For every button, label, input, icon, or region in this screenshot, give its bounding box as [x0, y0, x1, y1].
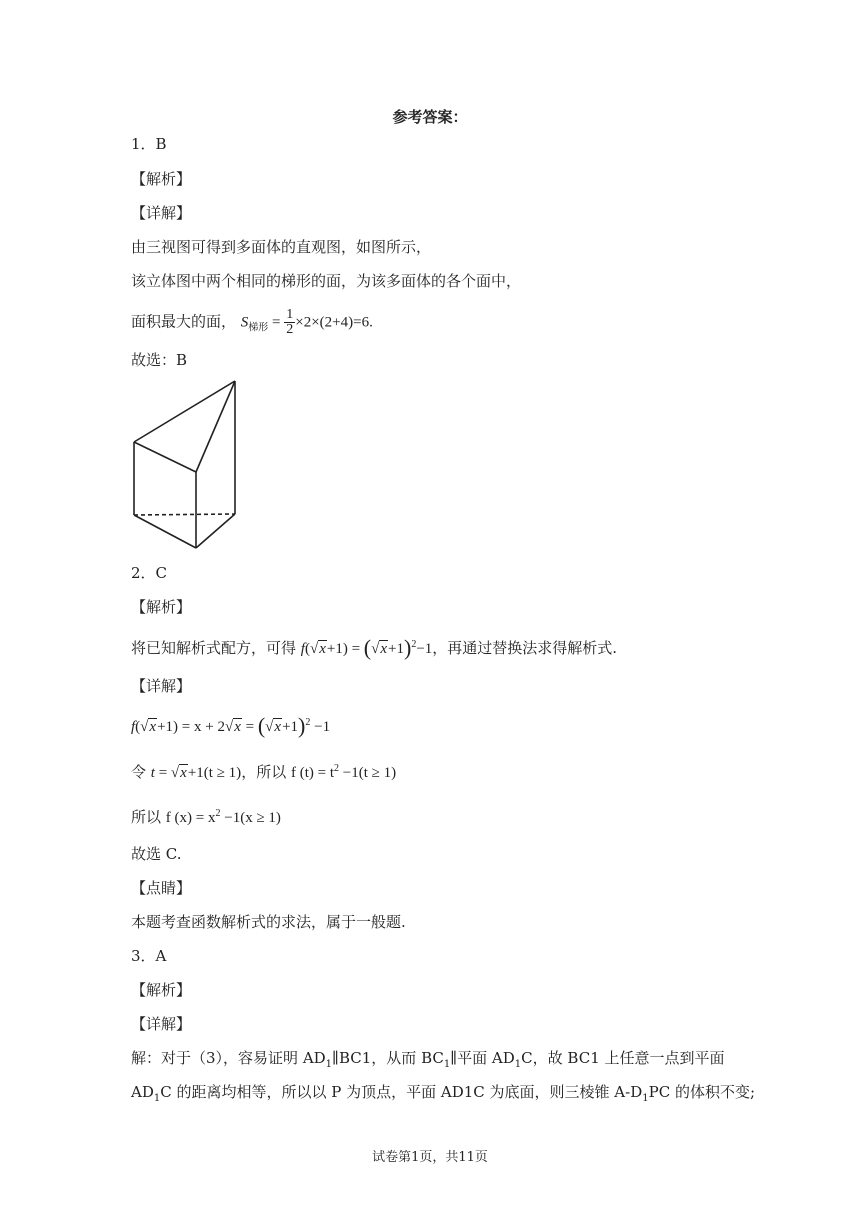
q2-d1-f: f [131, 719, 136, 735]
q2-d3-exp: 2 [215, 808, 221, 819]
q1-formula-s: S [240, 314, 249, 331]
edge-hidden-dashed [134, 514, 235, 515]
q1-fraction-num: 1 [286, 307, 294, 322]
q2-d2-mid: ，所以 [241, 763, 291, 781]
q2-analysis-suffix: ，再通过替换法求得解析式. [432, 639, 618, 657]
q2-d1-sqrt-x-2: x [234, 719, 241, 735]
q1-xiangjie-heading: 【详解】 [131, 204, 192, 222]
page-footer: 试卷第1页，共11页 [372, 1150, 488, 1165]
q3-s1d: C，故 BC1 上任意一点到平面 [521, 1049, 725, 1067]
q2-d2-exp: 2 [334, 763, 339, 774]
q1-line-1: 由三视图可得到多面体的直观图，如图所示， [131, 238, 432, 256]
q1-fraction [284, 308, 295, 337]
edge-bottom-left [134, 515, 196, 548]
q2-dianjing-heading: 【点睛】 [131, 879, 192, 897]
q3-s1-sub-b: 1 [443, 1059, 451, 1070]
q1-formula-rest: ×2×(2+4)=6. [295, 314, 373, 331]
q2-xiangjie-heading: 【详解】 [131, 677, 192, 695]
q1-choice: 故选：B [131, 351, 188, 369]
q2-d2-sqrt-x: x [180, 765, 187, 781]
q1-formula-eq: = [268, 314, 285, 331]
q2-analysis-close: +1) = [326, 641, 364, 657]
q2-d1-rhs: −1 [310, 719, 331, 735]
q3-s1c: ∥平面 AD [450, 1049, 515, 1067]
edge-slant [196, 381, 235, 472]
q2-d2-ft: f (t) = t [290, 765, 334, 781]
q2-d1-mid: +1) = x + 2 [157, 719, 225, 735]
q3-answer: 3．A [131, 947, 167, 965]
q1-formula-sub: 梯形 [248, 322, 269, 334]
q2-analysis-sqrt-x: x [319, 641, 326, 657]
q1-answer: 1．B [131, 135, 167, 153]
q3-s1-sub-c: 1 [514, 1059, 522, 1070]
q1-line-2: 该立体图中两个相同的梯形的面，为该多面体的各个面中， [131, 272, 522, 290]
q1-line-3-prefix: 面积最大的面， [131, 312, 237, 331]
q2-d2-eq: = [154, 765, 171, 781]
q3-s2a: AD [131, 1083, 154, 1101]
q2-choice: 故选 C. [131, 845, 182, 863]
page-title: 参考答案： [392, 108, 468, 126]
q2-d2-ft-rest: −1(t ≥ 1) [339, 765, 397, 781]
q3-s2-sub-b: 1 [642, 1093, 649, 1104]
q2-d1-sqrt-x-3: x [274, 719, 282, 735]
q2-analysis-open: ( [304, 641, 310, 657]
q2-analysis-f: f [300, 641, 305, 657]
q2-detail-line-3 [131, 804, 281, 828]
q2-comment: 本题考查函数解析式的求法，属于一般题. [131, 913, 406, 931]
q2-d1-exp: 2 [305, 717, 311, 728]
q2-analysis-rhs: −1 [416, 641, 433, 657]
polyhedron-figure [128, 376, 240, 554]
q3-xiangjie-heading: 【详解】 [131, 1015, 192, 1033]
q2-d3-prefix: 所以 [131, 808, 166, 826]
edge-top-left [134, 381, 235, 442]
q3-s2c: PC 的体积不变; [648, 1083, 756, 1101]
q2-jiexi-heading: 【解析】 [131, 598, 192, 616]
q3-s1a: 解：对于（3），容易证明 AD [131, 1049, 326, 1067]
edge-top-front [134, 442, 196, 472]
q2-analysis-prefix: 将已知解析式配方，可得 [131, 639, 301, 657]
q2-detail-line-1: $f(√x+1) = x + 2√x = (√x+1)^2 -1$ [131, 713, 331, 738]
q2-answer: 2．C [131, 564, 168, 582]
q3-s2b: C 的距离均相等，所以以 P 为顶点，平面 AD1C 为底面，则三棱锥 A-D [160, 1083, 643, 1101]
q2-d1-sqrt-x: x [149, 719, 157, 735]
q3-s1b: ∥BC1，从而 BC [332, 1049, 444, 1067]
q2-d2-rest: +1(t ≥ 1) [187, 765, 242, 781]
q2-analysis-exp: 2 [411, 639, 417, 650]
edge-bottom-right [196, 514, 235, 548]
q3-solution-line-2 [131, 1082, 755, 1109]
q2-analysis-sqrt-x-2: x [380, 641, 388, 657]
q2-detail-line-2: 令 t = √x+1(t ≥ 1)，所以 f $(t) = t^2 -1(t \ge 1)$ [131, 763, 397, 781]
q3-s1-sub-a: 1 [325, 1059, 333, 1070]
q1-fraction-den: 2 [286, 322, 294, 337]
q1-line-3 [131, 308, 373, 339]
q3-s2-sub-a: 1 [153, 1093, 161, 1104]
q2-d2-t: t [150, 765, 155, 781]
q2-d3-f: f (x) = x [165, 810, 216, 826]
q2-d3-rest: −1(x ≥ 1) [220, 810, 281, 826]
q1-jiexi-heading: 【解析】 [131, 170, 192, 188]
q2-d2-prefix: 令 [131, 763, 151, 781]
q3-solution-line-1 [131, 1048, 725, 1075]
q2-analysis-line: 将已知解析式配方，可得 $f(√x+1) = (√x+1)^2-1$，再通过替换法求得解析式. [131, 635, 618, 660]
q3-jiexi-heading: 【解析】 [131, 981, 192, 999]
